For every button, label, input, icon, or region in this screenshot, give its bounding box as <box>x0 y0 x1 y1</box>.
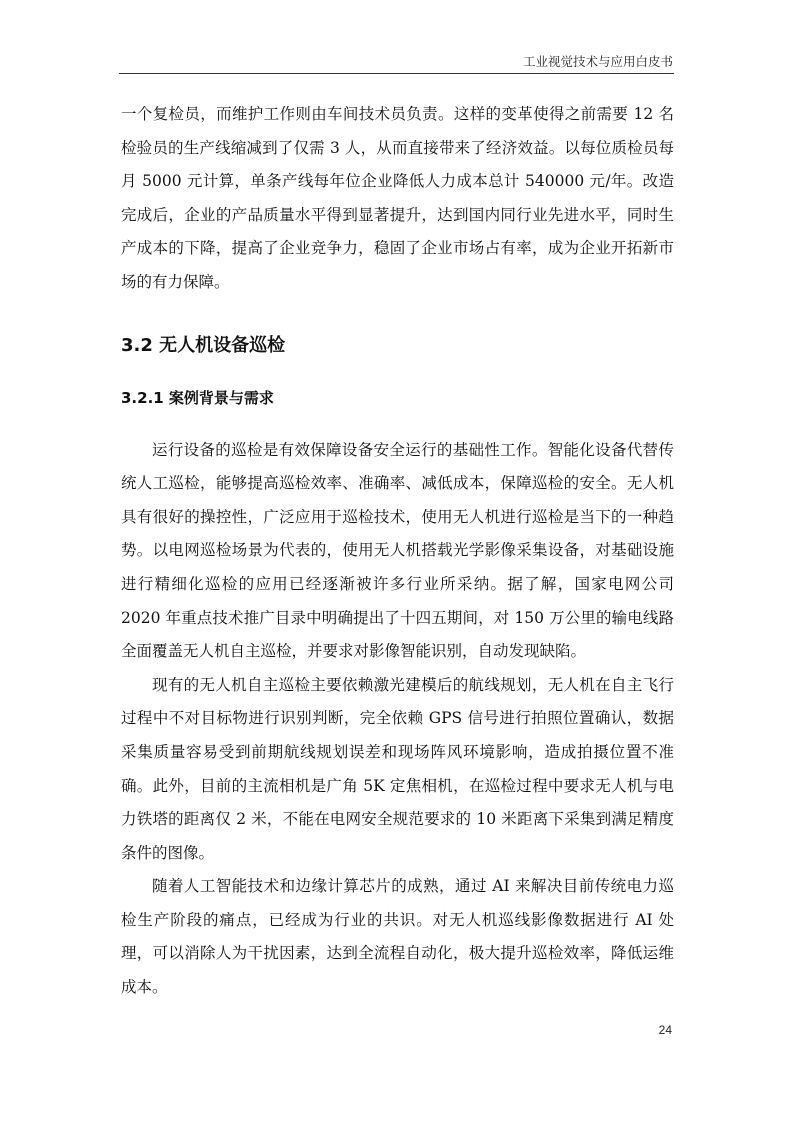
page-body <box>121 98 674 1005</box>
page-number: 24 <box>658 1023 672 1037</box>
header-divider <box>119 73 674 74</box>
body-paragraph: 现有的无人机自主巡检主要依赖激光建模后的航线规划，无人机在自主飞行过程中不对目标物进行识别判断，完全依赖 GPS 信号进行拍照位置确认，数据采集质量容易受到前期航线规划误差和现场阵风环境影响，造成拍摄位置不准确。此外，目前的主流相机是广角 5K 定焦相机，在巡检过程中要求无人机与电力铁塔的距离仅 2 米，不能在电网安全规范要求的 10 米距离下采集到满足精度条件的图像。 <box>121 675 674 862</box>
subsection-heading: 3.2.1 案例背景与需求 <box>121 388 274 407</box>
body-paragraph: 运行设备的巡检是有效保障设备安全运行的基础性工作。智能化设备代替传统人工巡检，能够提高巡检效率、准确率、减低成本，保障巡检的安全。无人机具有很好的操控性，广泛应用于巡检技术，使用无人机进行巡检是当下的一种趋势。以电网巡检场景为代表的，使用无人机搭载光学影像采集设备，对基础设施进行精细化巡检的应用已经逐渐被许多行业所采纳。据了解，国家电网公司 2020 年重点技术推广目录中明确提出了十四五期间，对 150 万公里的输电线路全面覆盖无人机自主巡检，并要求对影像智能识别，自动发现缺陷。 <box>121 440 674 661</box>
running-header-title: 工业视觉技术与应用白皮书 <box>522 54 673 69</box>
body-paragraph: 随着人工智能技术和边缘计算芯片的成熟，通过 AI 来解决目前传统电力巡检生产阶段的痛点，已经成为行业的共识。对无人机巡线影像数据进行 AI 处理，可以消除人为干扰因素，达到全流程自动化，极大提升巡检效率，降低运维成本。 <box>121 877 674 997</box>
section-heading: 3.2 无人机设备巡检 <box>121 334 286 356</box>
intro-paragraph: 一个复检员，而维护工作则由车间技术员负责。这样的变革使得之前需要 12 名检验员的生产线缩减到了仅需 3 人，从而直接带来了经济效益。以每位质检员每月 5000 元计算，单条产线每年位企业降低人力成本总计 540000 元/年。改造完成后，企业的产品质量水平得到显著提升，达到国内同行业先进水平，同时生产成本的下降，提高了企业竞争力，稳固了企业市场占有率，成为企业开拓新市场的有力保障。 <box>121 105 674 291</box>
